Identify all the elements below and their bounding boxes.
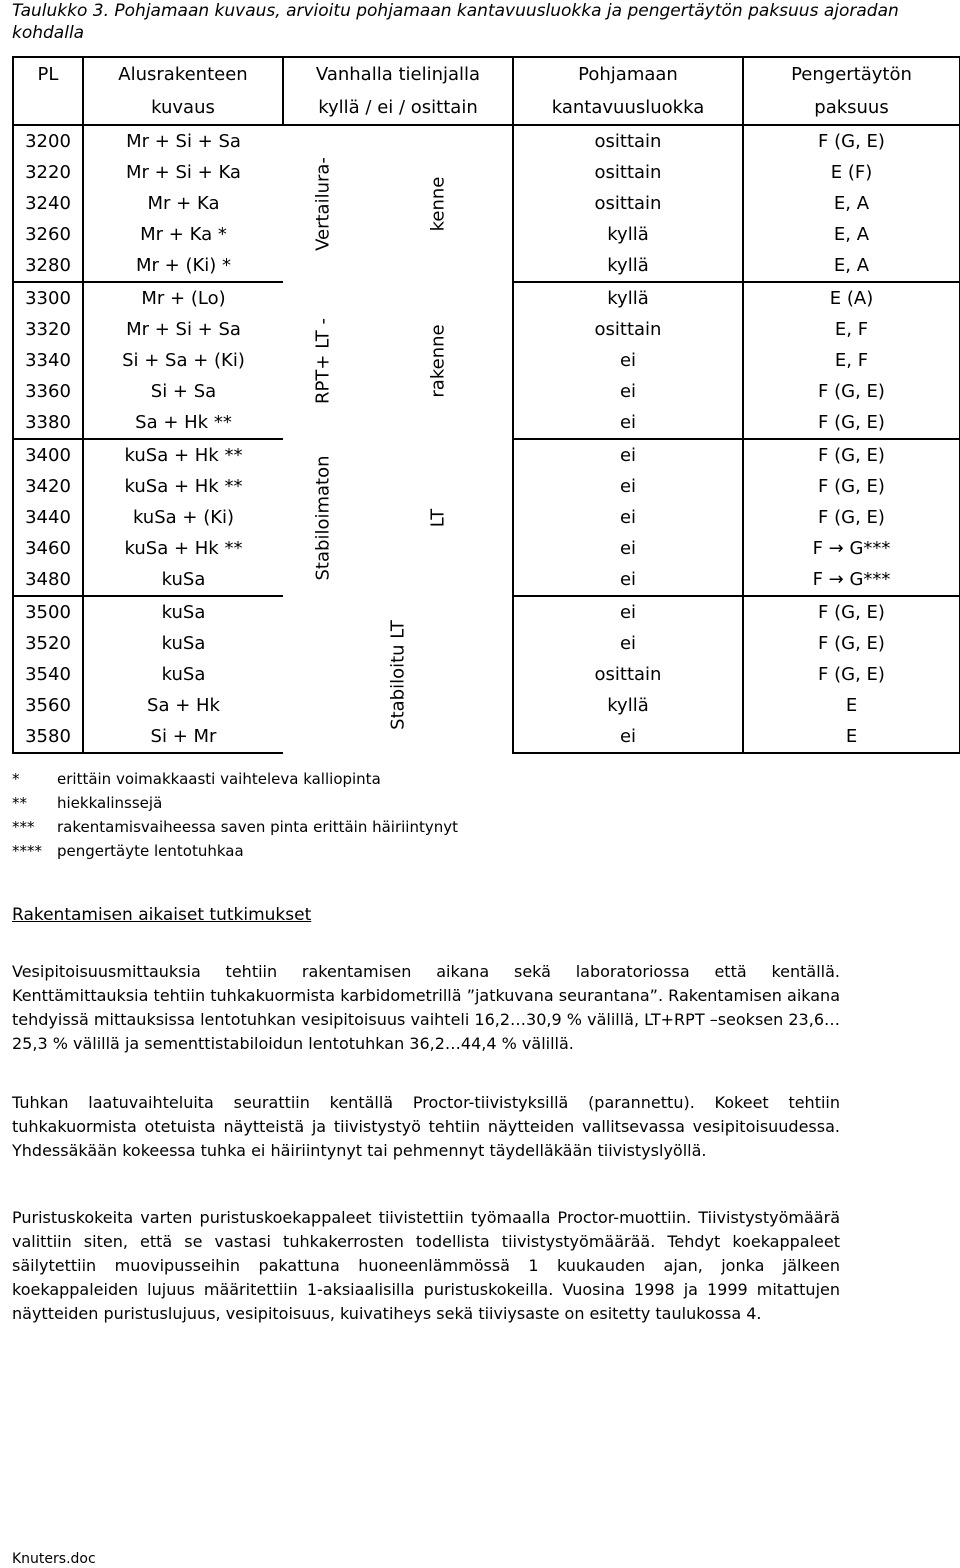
cell-alusrakenne: Mr + Ka [147, 193, 220, 214]
section-title: Rakentamisen aikaiset tutkimukset [12, 905, 312, 925]
cell-pl: 3300 [13, 282, 83, 314]
cell-kantavuusluokka: F (G, E) [743, 407, 960, 439]
structure-type-cell [283, 439, 363, 596]
table-caption: Taulukko 3. Pohjamaan kuvaus, arvioitu pohjamaan kantavuusluokka ja pengertäytön paksuus ajoradan kohdalla [12, 1, 899, 43]
footnote-text: hiekkalinssejä [57, 794, 163, 812]
cell-alusrakenne: kuSa + Hk ** [124, 476, 243, 497]
structure-type-label: Stabiloimaton [312, 455, 334, 580]
cell-alusrakenne: Mr + (Ki) * [83, 250, 283, 282]
structure-type-cell [363, 439, 513, 596]
header-pengertayton-paksuus: Pengertäytön [743, 57, 960, 91]
table-row [13, 282, 960, 314]
cell-pl: 3520 [13, 628, 83, 659]
footer-filename: Knuters.doc [12, 1551, 96, 1567]
header-paksuus-2: paksuus [743, 91, 960, 125]
cell-kantavuusluokka: F (G, E) [743, 659, 960, 690]
header-kantavuusluokka-2: kantavuusluokka [513, 91, 743, 125]
header-pl-cont [13, 91, 83, 125]
cell-alusrakenne: Si + Sa + (Ki) [122, 350, 245, 371]
header-alusrakenne: Alusrakenteen [83, 57, 283, 91]
cell-alusrakenne: Mr + Si + Sa [126, 319, 241, 340]
cell-pl: 3400 [13, 439, 83, 471]
cell-vanha-tielinja: ei [513, 533, 743, 564]
structure-type-label: LT [427, 508, 448, 527]
cell-alusrakenne: kuSa + Hk ** [124, 445, 243, 466]
cell-pl: 3440 [13, 502, 83, 533]
cell-pl: 3480 [13, 564, 83, 596]
structure-type-label: rakenne [427, 323, 448, 398]
cell-alusrakenne: kuSa [161, 602, 206, 623]
cell-kantavuusluokka: E, F [743, 345, 960, 376]
cell-pl: 3420 [13, 471, 83, 502]
cell-pl: 3320 [13, 314, 83, 345]
cell-pl: 3280 [13, 250, 83, 282]
cell-alusrakenne: kuSa [83, 564, 283, 596]
cell-pl: 3340 [13, 345, 83, 376]
cell-vanha-tielinja: ei [513, 407, 743, 439]
cell-kantavuusluokka: E, A [743, 250, 960, 282]
cell-pl: 3240 [13, 188, 83, 219]
footnote-mark: ** [12, 794, 27, 812]
table-row [13, 596, 960, 628]
cell-kantavuusluokka: E [743, 721, 960, 753]
structure-type-cell [283, 282, 363, 439]
cell-kantavuusluokka: E, A [743, 188, 960, 219]
header-kantavuusluokka: Pohjamaan [513, 57, 743, 91]
header-row-2 [13, 91, 960, 125]
cell-alusrakenne: Sa + Hk [147, 695, 220, 716]
cell-kantavuusluokka: E (F) [743, 157, 960, 188]
structure-type-label: RPT+ LT - [312, 317, 334, 404]
cell-pl: 3500 [13, 596, 83, 628]
paragraph-proctor: Tuhkan laatuvaihteluita seurattiin kentällä Proctor-tiivistyksillä (parannettu). Kokeet tehtiin tuhkakuormista otetuista näytteistä ja tiivistystyö tehtiin näytteiden vallitsevassa vesipitoisuudessa. Yhdessäkään kokeessa tuhka ei häiriintynyt tai pehmennyt täydelläkään tiivistyslyöllä. [12, 1093, 840, 1160]
cell-vanha-tielinja: osittain [513, 188, 743, 219]
cell-pl: 3260 [13, 219, 83, 250]
cell-alusrakenne: kuSa [161, 633, 206, 654]
cell-kantavuusluokka: F → G*** [743, 533, 960, 564]
cell-kantavuusluokka: E [743, 690, 960, 721]
cell-alusrakenne: Mr + Si + Sa [126, 131, 241, 152]
cell-vanha-tielinja: ei [513, 721, 743, 753]
cell-alusrakenne: Mr + (Lo) [141, 288, 226, 309]
cell-pl: 3220 [13, 157, 83, 188]
cell-alusrakenne: Si + Sa [150, 381, 217, 402]
header-row-1 [13, 57, 960, 91]
header-vanha-tielinja-2: kyllä / ei / osittain [283, 91, 513, 125]
footnote [12, 815, 458, 839]
footnote-mark: **** [12, 842, 42, 860]
structure-type-label: Stabiloitu LT [387, 619, 408, 730]
footnote-text: pengertäyte lentotuhkaa [57, 842, 244, 860]
footnotes [12, 767, 458, 863]
cell-vanha-tielinja: kyllä [513, 250, 743, 282]
cell-vanha-tielinja: ei [513, 564, 743, 596]
cell-kantavuusluokka: E (A) [743, 282, 960, 314]
cell-pl: 3200 [13, 125, 83, 157]
cell-pl: 3380 [13, 407, 83, 439]
cell-kantavuusluokka: F (G, E) [743, 376, 960, 407]
cell-vanha-tielinja: osittain [513, 125, 743, 157]
cell-kantavuusluokka: E, A [743, 219, 960, 250]
footnote-text: rakentamisvaiheessa saven pinta erittäin häiriintynyt [57, 818, 458, 836]
cell-alusrakenne: kuSa [161, 664, 206, 685]
cell-pl: 3360 [13, 376, 83, 407]
cell-vanha-tielinja: osittain [513, 157, 743, 188]
cell-alusrakenne: Sa + Hk ** [83, 407, 283, 439]
footnote [12, 839, 458, 863]
cell-vanha-tielinja: osittain [513, 314, 743, 345]
cell-pl: 3580 [13, 721, 83, 753]
footnote-text: erittäin voimakkaasti vaihteleva kalliopinta [57, 770, 381, 788]
cell-alusrakenne: kuSa + (Ki) [132, 507, 235, 528]
footnote [12, 791, 458, 815]
structure-type-label: kenne [427, 176, 448, 232]
cell-pl: 3540 [13, 659, 83, 690]
paragraph-compression: Puristuskokeita varten puristuskoekappaleet tiivistettiin työmaalla Proctor-muottiin. Tiivistystyömäärä valittiin siten, että se vastasi tuhkakerrosten todellista tiivistystyömäärää. Tehdyt koekappaleet säilytettiin muovipusseihin pakattuna huoneenlämmössä 1 kuukauden ajan, jonka jälkeen koekappaleiden lujuus määritettiin 1-aksiaalisilla puristuskokeilla. Vuosina 1998 ja 1999 mitattujen näytteiden puristuslujuus, vesipitoisuus, kuivatiheys sekä tiiviysaste on esitetty taulukossa 4. [12, 1208, 840, 1323]
cell-kantavuusluokka: F (G, E) [743, 125, 960, 157]
footnote-mark: *** [12, 818, 35, 836]
cell-alusrakenne: Mr + Ka * [140, 224, 227, 245]
header-pl: PL [13, 57, 83, 91]
cell-vanha-tielinja: ei [513, 502, 743, 533]
paragraph-moisture: Vesipitoisuusmittauksia tehtiin rakentamisen aikana sekä laboratoriossa että kentällä. Kenttämittauksia tehtiin tuhkakuormista karbidometrillä ”jatkuvana seurantana”. Rakentamisen aikana tehdyissä mittauksissa lentotuhkan vesipitoisuus vaihteli 16,2…30,9 % välillä, LT+RPT –seoksen 23,6…25,3 % välillä ja sementtistabiloidun lentotuhkan 36,2…44,4 % välillä. [12, 962, 840, 1053]
cell-kantavuusluokka: F → G*** [743, 564, 960, 596]
structure-type-cell [283, 125, 363, 282]
structure-type-cell [283, 596, 513, 753]
cell-vanha-tielinja: osittain [513, 659, 743, 690]
structure-type-cell [363, 282, 513, 439]
cell-kantavuusluokka: F (G, E) [743, 439, 960, 471]
cell-kantavuusluokka: E, F [743, 314, 960, 345]
cell-vanha-tielinja: ei [513, 471, 743, 502]
cell-kantavuusluokka: F (G, E) [743, 502, 960, 533]
table-body [13, 125, 960, 753]
cell-pl: 3560 [13, 690, 83, 721]
cell-kantavuusluokka: F (G, E) [743, 628, 960, 659]
cell-alusrakenne: Mr + Si + Ka [126, 162, 241, 183]
cell-vanha-tielinja: kyllä [513, 219, 743, 250]
header-vanha-tielinja: Vanhalla tielinjalla [283, 57, 513, 91]
cell-pl: 3460 [13, 533, 83, 564]
structure-type-label: Vertailura- [312, 157, 334, 251]
cell-vanha-tielinja: ei [513, 376, 743, 407]
cell-kantavuusluokka: F (G, E) [743, 471, 960, 502]
footnote [12, 767, 458, 791]
cell-vanha-tielinja: kyllä [513, 690, 743, 721]
cell-kantavuusluokka: F (G, E) [743, 596, 960, 628]
cell-vanha-tielinja: ei [513, 345, 743, 376]
table-row [13, 439, 960, 471]
cell-vanha-tielinja: kyllä [513, 282, 743, 314]
structure-type-cell [363, 125, 513, 282]
cell-alusrakenne: Si + Mr [83, 721, 283, 753]
table-row [13, 125, 960, 157]
cell-alusrakenne: kuSa + Hk ** [124, 538, 243, 559]
cell-vanha-tielinja: ei [513, 439, 743, 471]
cell-vanha-tielinja: ei [513, 596, 743, 628]
footnote-mark: * [12, 770, 20, 788]
header-alusrakenne-2: kuvaus [83, 91, 283, 125]
cell-vanha-tielinja: ei [513, 628, 743, 659]
soil-table [12, 56, 960, 754]
